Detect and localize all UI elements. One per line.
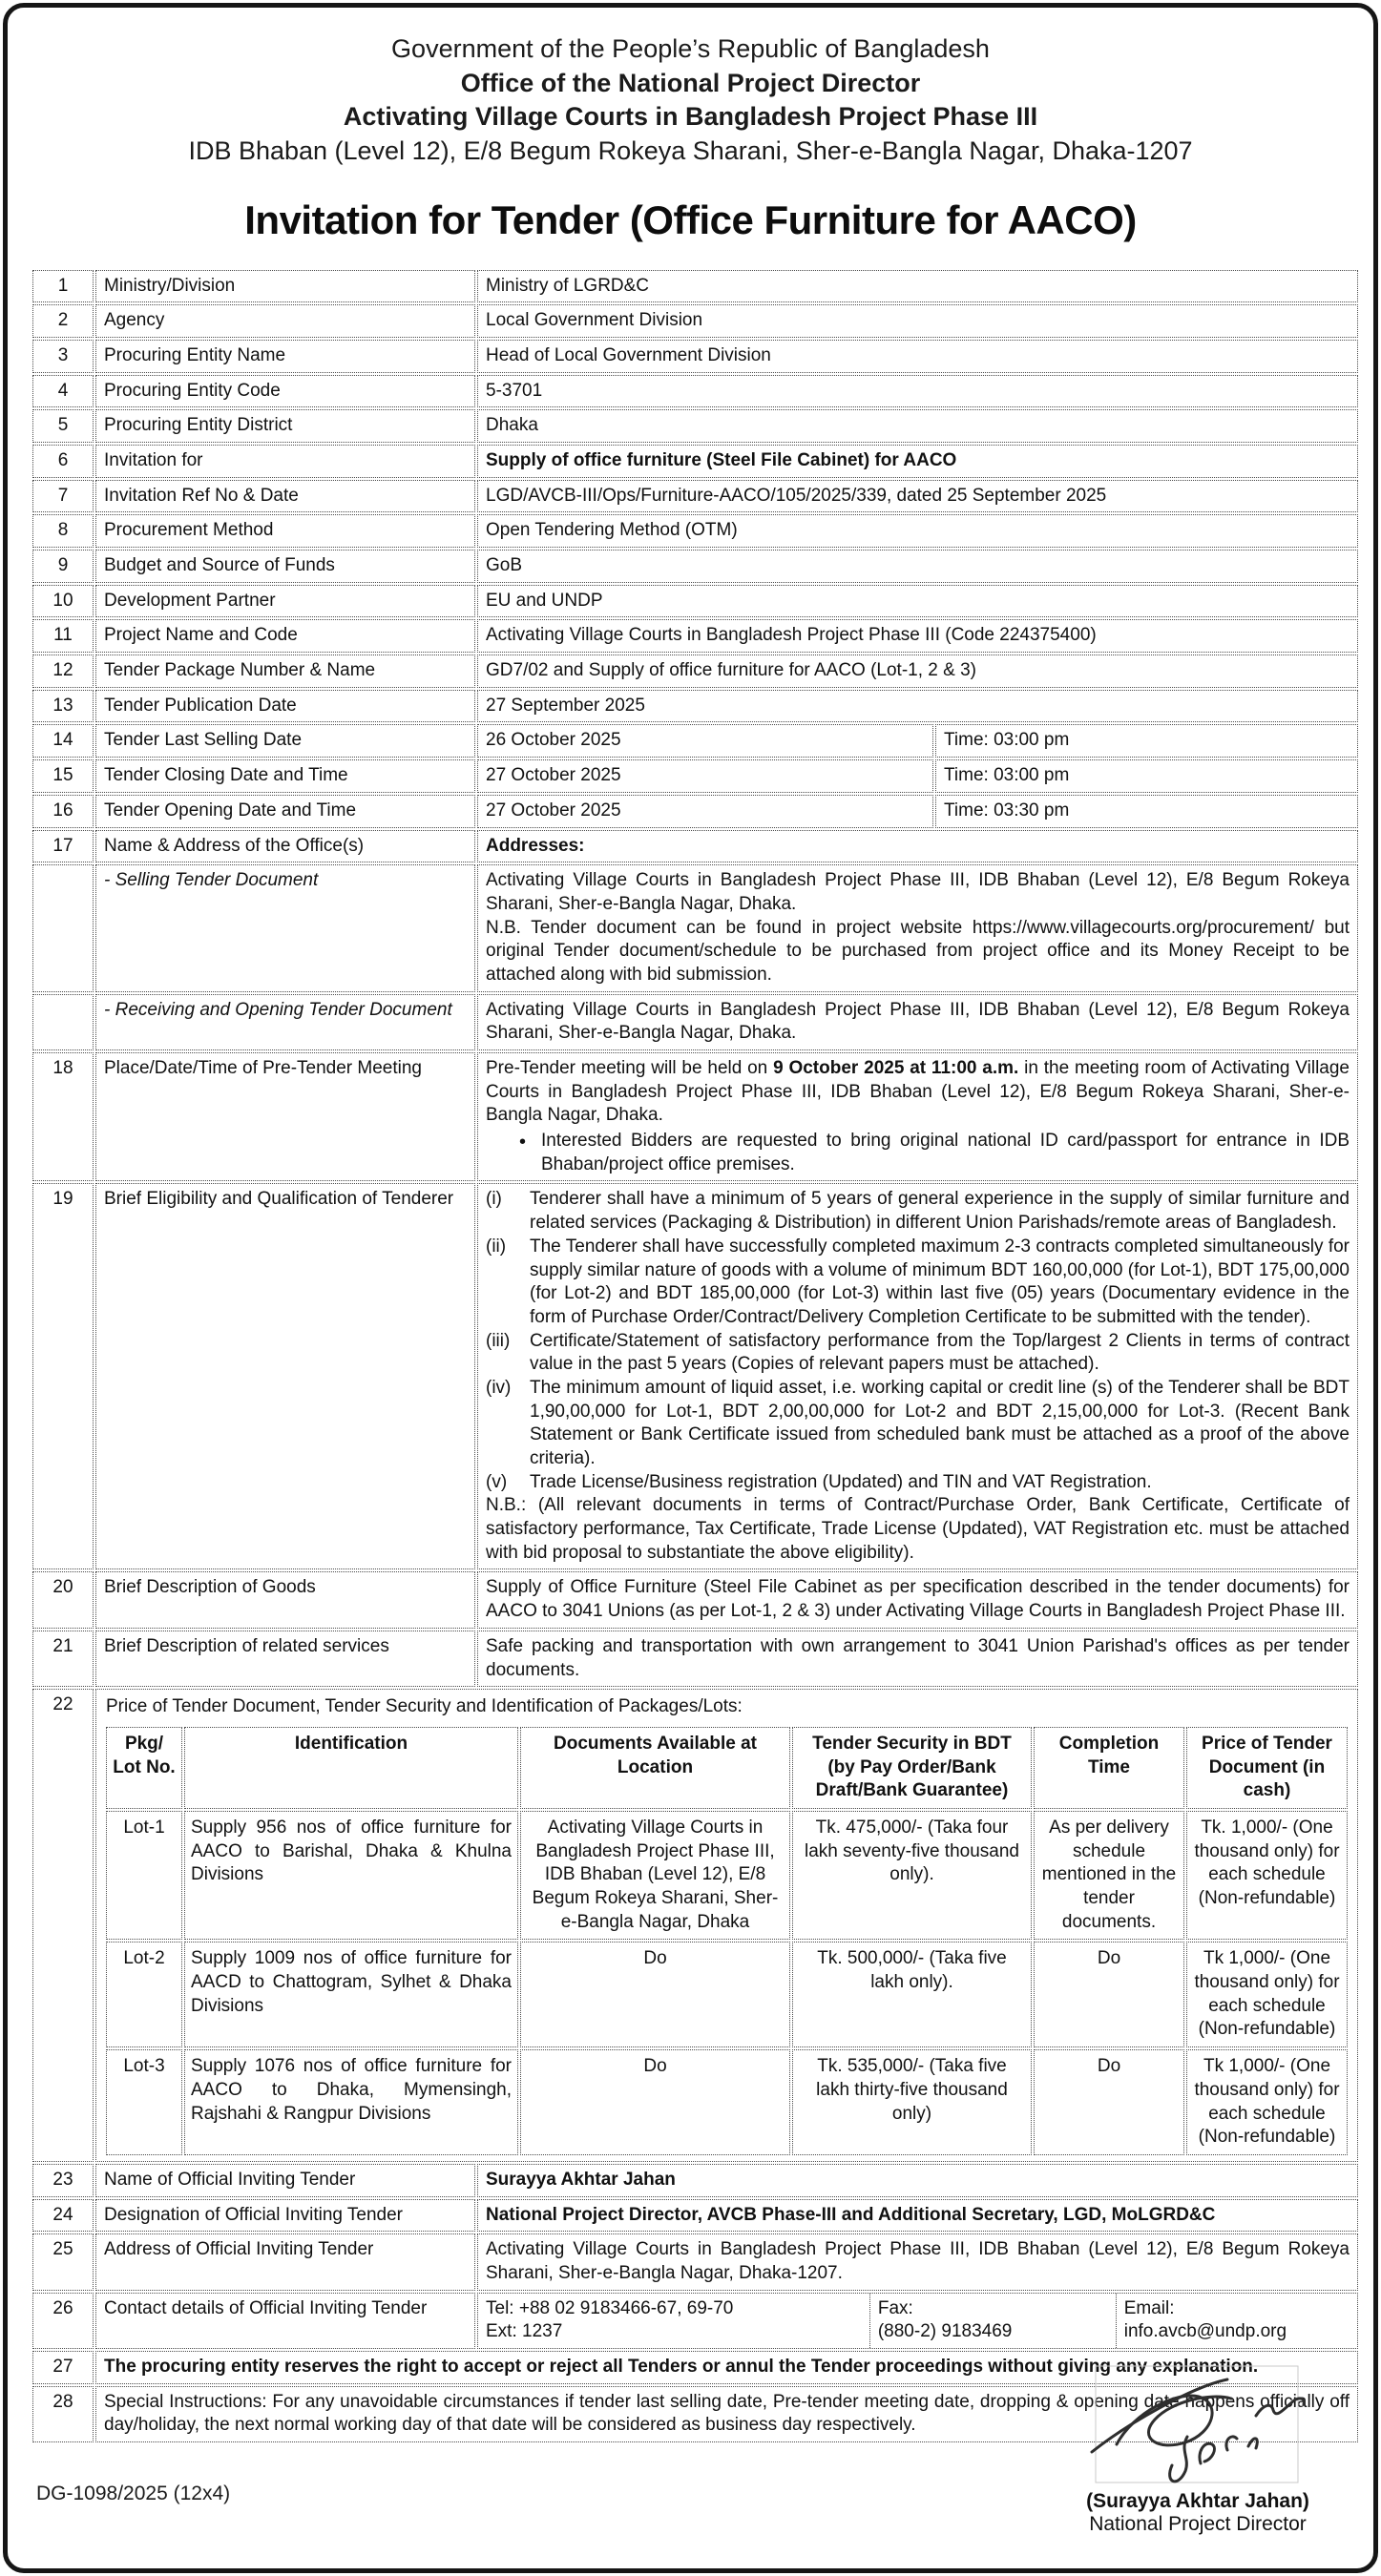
table-row <box>32 585 1358 618</box>
lot-completion: As per delivery schedule mentioned in the tender documents. <box>1034 1811 1184 1940</box>
row-label: Development Partner <box>95 585 475 618</box>
table-row <box>32 759 1358 793</box>
row-value: GD7/02 and Supply of office furniture for AACO (Lot-1, 2 & 3) <box>477 654 1358 688</box>
lots-col-identification: Identification <box>184 1727 518 1809</box>
row-label: Tender Publication Date <box>95 690 475 723</box>
lot-price: Tk 1,000/- (One thousand only) for each schedule (Non-refundable) <box>1186 2049 1348 2155</box>
eligibility-item: (i) Tenderer shall have a minimum of 5 years of general experience in the supply of similar furniture and related services (Packaging & Distribution) in different Union Parishads/remote areas of Bangladesh. <box>486 1189 1350 1234</box>
row-number: 13 <box>32 690 94 723</box>
document-reference: DG-1098/2025 (12x4) <box>36 2483 231 2504</box>
lot-documents: Activating Village Courts in Bangladesh Project Phase III, IDB Bhaban (Level 12), E/8 Begum Rokeya Sharani, Sher-e-Bangla Nagar, Dhaka <box>520 1811 790 1940</box>
table-row <box>32 409 1358 443</box>
table-row <box>32 550 1358 583</box>
header-project-line: Activating Village Courts in Bangladesh Project Phase III <box>343 102 1038 132</box>
special-instructions-text: Special Instructions: For any unavoidable circumstances if tender last selling date, Pre-tender meeting date, dropping & opening date happens officially off day/holiday, the next normal working day of that date will be considered as business day respectively. <box>95 2386 1358 2442</box>
eligibility-item: (iii) Certificate/Statement of satisfactory performance from the Top/largest 2 Clients in terms of contract value in the past 5 years (Copies of relevant papers must be attached). <box>486 1330 1350 1375</box>
table-row-selling-address <box>32 864 1358 991</box>
row-label: Invitation for <box>95 445 475 478</box>
row-number: 24 <box>32 2199 94 2233</box>
lot-documents: Do <box>520 2049 790 2155</box>
row-label: Tender Last Selling Date <box>95 724 475 758</box>
row-label: Procuring Entity Code <box>95 375 475 408</box>
pretender-meeting-datetime: 9 October 2025 at 11:00 a.m. <box>773 1058 1019 1078</box>
row-number: 2 <box>32 304 94 338</box>
table-row <box>32 514 1358 548</box>
lot-identification: Supply 956 nos of office furniture for AACO to Barishal, Dhaka & Khulna Divisions <box>184 1811 518 1940</box>
lots-col-security: Tender Security in BDT (by Pay Order/Bank Draft/Bank Guarantee) <box>792 1727 1032 1809</box>
row-number: 19 <box>32 1183 94 1569</box>
row-label: Tender Closing Date and Time <box>95 759 475 793</box>
table-row <box>32 445 1358 478</box>
row-label: Procurement Method <box>95 514 475 548</box>
row-label: Name of Official Inviting Tender <box>95 2164 475 2197</box>
lots-col-price: Price of Tender Document (in cash) <box>1186 1727 1348 1809</box>
lots-section-label: Price of Tender Document, Tender Security and Identification of Packages/Lots: <box>106 1696 743 1717</box>
document-header <box>8 8 1373 243</box>
eligibility-list <box>477 1183 1358 1569</box>
lot-completion: Do <box>1034 1942 1184 2047</box>
table-row-eligibility <box>32 1183 1358 1569</box>
pretender-bullet: • Interested Bidders are requested to bring original national ID card/passport for entrance in IDB Bhaban/project office premises. <box>486 1130 1350 1176</box>
row-number: 17 <box>32 830 94 863</box>
row-label: Name & Address of the Office(s) <box>95 830 475 863</box>
row-number: 4 <box>32 375 94 408</box>
row-value: LGD/AVCB-III/Ops/Furniture-AACO/105/2025/339, dated 25 September 2025 <box>477 480 1358 513</box>
header-office-line: Office of the National Project Director <box>460 68 921 97</box>
selling-tender-address <box>477 864 1358 991</box>
lot-price: Tk. 1,000/- (One thousand only) for each schedule (Non-refundable) <box>1186 1811 1348 1940</box>
lot-price: Tk 1,000/- (One thousand only) for each schedule (Non-refundable) <box>1186 1942 1348 2047</box>
row-label: Brief Description of Goods <box>95 1571 475 1628</box>
table-row <box>32 795 1358 828</box>
signatory-name: (Surayya Akhtar Jahan) <box>1086 2490 1309 2512</box>
document-page <box>3 3 1378 2573</box>
row-label: Brief Description of related services <box>95 1631 475 1687</box>
row-date: 26 October 2025 <box>477 724 933 758</box>
fax-number: (880-2) 9183469 <box>877 2321 1013 2342</box>
lot-identification: Supply 1076 nos of office furniture for AACO to Dhaka, Mymensingh, Rajshahi & Rangpur Divisions <box>184 2049 518 2155</box>
contact-details <box>478 2294 1357 2348</box>
row-number: 22 <box>32 1689 94 2162</box>
row-value: Dhaka <box>477 409 1358 443</box>
row-date: 27 October 2025 <box>477 759 933 793</box>
table-row <box>32 375 1358 408</box>
row-number: 20 <box>32 1571 94 1628</box>
row-number: 26 <box>32 2293 94 2349</box>
row-number: 15 <box>32 759 94 793</box>
row-label: Address of Official Inviting Tender <box>95 2233 475 2290</box>
row-number: 8 <box>32 514 94 548</box>
row-label: Agency <box>95 304 475 338</box>
table-row-addresses-head <box>32 830 1358 863</box>
row-value: Ministry of LGRD&C <box>477 270 1358 303</box>
row-time: Time: 03:30 pm <box>935 795 1358 828</box>
table-row-receiving-address <box>32 994 1358 1050</box>
selling-tender-label: - Selling Tender Document <box>95 864 475 991</box>
signature-block <box>1055 2353 1341 2536</box>
table-row <box>32 654 1358 688</box>
lot-documents: Do <box>520 1942 790 2047</box>
row-label: Procuring Entity District <box>95 409 475 443</box>
lot-number: Lot-2 <box>106 1942 182 2047</box>
selling-address-text: Activating Village Courts in Bangladesh Project Phase III, IDB Bhaban (Level 12), E/8 Begum Rokeya Sharani, Sher-e-Bangla Nagar, Dhaka. <box>486 870 1350 914</box>
table-row-pretender-meeting <box>32 1052 1358 1181</box>
lots-col-completion: Completion Time <box>1034 1727 1184 1809</box>
telephone-number: Tel: +88 02 9183466-67, 69-70 <box>486 2297 734 2318</box>
table-row-lots <box>32 1689 1358 2162</box>
lot-row <box>106 1811 1348 1940</box>
row-label: Procuring Entity Name <box>95 340 475 373</box>
fax-label: Fax: <box>877 2297 913 2318</box>
lot-number: Lot-3 <box>106 2049 182 2155</box>
row-number: 16 <box>32 795 94 828</box>
lots-col-pkg: Pkg/ Lot No. <box>106 1727 182 1809</box>
lot-security: Tk. 500,000/- (Taka five lakh only). <box>792 1942 1032 2047</box>
row-number: 28 <box>32 2386 94 2442</box>
row-label: Budget and Source of Funds <box>95 550 475 583</box>
pretender-meeting-value <box>477 1052 1358 1181</box>
row-label: Contact details of Official Inviting Tender <box>95 2293 475 2349</box>
eligibility-item: (ii) The Tenderer shall have successfully completed maximum 2-3 contracts completed simultaneously for supply similar nature of goods with a volume of minimum BDT 160,00,000 (for Lot-1), BDT 175,00,000 (for Lot-2) and BDT 185,00,000 (for Lot-3) within last five (05) years (Documentary evidence in the form of Purchase Order/Contract/Delivery Completion Certificate to be submitted with the tender). <box>486 1236 1350 1327</box>
disclaimer-text: The procuring entity reserves the right to accept or reject all Tenders or annul the Tender proceedings without giving any explanation. <box>95 2351 1358 2384</box>
table-row <box>32 1631 1358 1687</box>
telephone-ext: Ext: 1237 <box>486 2321 563 2342</box>
row-number: 21 <box>32 1631 94 1687</box>
table-row <box>32 480 1358 513</box>
row-label: Ministry/Division <box>95 270 475 303</box>
row-date: 27 October 2025 <box>477 795 933 828</box>
row-value: GoB <box>477 550 1358 583</box>
bullet-icon <box>486 1130 541 1176</box>
lot-row <box>106 1942 1348 2047</box>
row-number <box>32 864 94 991</box>
lot-number: Lot-1 <box>106 1811 182 1940</box>
lots-table <box>104 1725 1350 2157</box>
row-number: 10 <box>32 585 94 618</box>
row-value: Surayya Akhtar Jahan <box>477 2164 1358 2197</box>
row-value: Head of Local Government Division <box>477 340 1358 373</box>
lot-identification: Supply 1009 nos of office furniture for AACD to Chattogram, Sylhet & Dhaka Divisions <box>184 1942 518 2047</box>
eligibility-item: (v) Trade License/Business registration (Updated) and TIN and VAT Registration. <box>486 1471 1152 1492</box>
row-number: 5 <box>32 409 94 443</box>
row-value: National Project Director, AVCB Phase-III and Additional Secretary, LGD, MoLGRD&C <box>477 2199 1358 2233</box>
row-label: Tender Package Number & Name <box>95 654 475 688</box>
table-row <box>32 690 1358 723</box>
row-time: Time: 03:00 pm <box>935 724 1358 758</box>
contact-fax <box>869 2294 1116 2348</box>
row-number: 11 <box>32 619 94 653</box>
row-number: 23 <box>32 2164 94 2197</box>
row-value: 27 September 2025 <box>477 690 1358 723</box>
lot-row <box>106 2049 1348 2155</box>
header-govt-line: Government of the People’s Republic of Bangladesh <box>391 34 990 63</box>
row-value: 5-3701 <box>477 375 1358 408</box>
receiving-tender-label: - Receiving and Opening Tender Document <box>95 994 475 1050</box>
header-address-line: IDB Bhaban (Level 12), E/8 Begum Rokeya Sharani, Sher-e-Bangla Nagar, Dhaka-1207 <box>188 135 1193 165</box>
tender-info-table <box>31 268 1360 2445</box>
table-row <box>32 270 1358 303</box>
row-number: 27 <box>32 2351 94 2384</box>
table-row-contact <box>32 2293 1358 2349</box>
pretender-meeting-text: Pre-Tender meeting will be held on 9 October 2025 at 11:00 a.m. in the meeting room of Activating Village Courts in Bangladesh Project Phase III, IDB Bhaban (Level 12), E/8 Begum Rokeya Sharani, Sher-e-Bangla Nagar, Dhaka. <box>486 1058 1350 1126</box>
table-row <box>32 619 1358 653</box>
email-address: info.avcb@undp.org <box>1123 2321 1287 2342</box>
row-number: 14 <box>32 724 94 758</box>
lot-security: Tk. 535,000/- (Taka five lakh thirty-five thousand only) <box>792 2049 1032 2155</box>
contact-telephone <box>478 2294 869 2348</box>
row-number: 1 <box>32 270 94 303</box>
row-number: 7 <box>32 480 94 513</box>
lot-security: Tk. 475,000/- (Taka four lakh seventy-five thousand only). <box>792 1811 1032 1940</box>
selling-address-note: N.B. Tender document can be found in project website https://www.villagecourts.org/procurement/ but original Tender document/schedule to be purchased from project office and its Money Receipt to be attached along with bid submission. <box>486 917 1350 985</box>
row-number: 12 <box>32 654 94 688</box>
contact-details-cell <box>477 2293 1358 2349</box>
table-row <box>32 1571 1358 1628</box>
row-value: Open Tendering Method (OTM) <box>477 514 1358 548</box>
row-number: 9 <box>32 550 94 583</box>
row-label: Project Name and Code <box>95 619 475 653</box>
contact-email <box>1116 2294 1357 2348</box>
page-title: Invitation for Tender (Office Furniture for AACO) <box>244 197 1137 242</box>
row-value: Local Government Division <box>477 304 1358 338</box>
signatory-title: National Project Director <box>1089 2513 1307 2535</box>
row-number: 3 <box>32 340 94 373</box>
row-number <box>32 994 94 1050</box>
signature-image <box>1078 2353 1317 2496</box>
row-label: Invitation Ref No & Date <box>95 480 475 513</box>
row-number: 6 <box>32 445 94 478</box>
row-label: Tender Opening Date and Time <box>95 795 475 828</box>
row-number: 18 <box>32 1052 94 1181</box>
row-value: Safe packing and transportation with own arrangement to 3041 Union Parishad's offices as per tender documents. <box>477 1631 1358 1687</box>
table-row <box>32 2233 1358 2290</box>
email-label: Email: <box>1123 2297 1175 2318</box>
lots-col-documents: Documents Available at Location <box>520 1727 790 1809</box>
table-row <box>32 724 1358 758</box>
row-time: Time: 03:00 pm <box>935 759 1358 793</box>
eligibility-note: N.B.: (All relevant documents in terms of Contract/Purchase Order, Bank Certificate, Certificate of satisfactory performance, Tax Certificate, Trade License (Updated), VAT Registration etc. must be attached with bid proposal to substantiate the above eligibility). <box>486 1495 1350 1563</box>
addresses-heading: Addresses: <box>477 830 1358 863</box>
receiving-tender-address: Activating Village Courts in Bangladesh Project Phase III, IDB Bhaban (Level 12), E/8 Begum Rokeya Sharani, Sher-e-Bangla Nagar, Dhaka. <box>477 994 1358 1050</box>
row-value: Supply of Office Furniture (Steel File Cabinet as per specification described in the tender documents) for AACO to 3041 Unions (as per Lot-1, 2 & 3) under Activating Village Courts in Bangladesh Project Phase III. <box>477 1571 1358 1628</box>
row-value: Supply of office furniture (Steel File Cabinet) for AACO <box>477 445 1358 478</box>
row-label: Place/Date/Time of Pre-Tender Meeting <box>95 1052 475 1181</box>
table-row <box>32 340 1358 373</box>
table-row <box>32 2164 1358 2197</box>
row-value: Activating Village Courts in Bangladesh Project Phase III (Code 224375400) <box>477 619 1358 653</box>
lots-cell <box>95 1689 1358 2162</box>
row-value: EU and UNDP <box>477 585 1358 618</box>
row-label: Brief Eligibility and Qualification of Tenderer <box>95 1183 475 1569</box>
lot-completion: Do <box>1034 2049 1184 2155</box>
table-row <box>32 2199 1358 2233</box>
eligibility-item: (iv) The minimum amount of liquid asset, i.e. working capital or credit line (s) of the Tenderer shall be BDT 1,90,00,000 for Lot-1, BDT 2,00,00,000 for Lot-2 and BDT 2,15,00,000 for Lot-3. (Recent Bank Statement or Bank Certificate issued from scheduled bank must be attached as a proof of the above criteria). <box>486 1377 1350 1468</box>
table-row <box>32 304 1358 338</box>
row-value: Activating Village Courts in Bangladesh Project Phase III, IDB Bhaban (Level 12), E/8 Begum Rokeya Sharani, Sher-e-Bangla Nagar, Dhaka-1207. <box>477 2233 1358 2290</box>
row-number: 25 <box>32 2233 94 2290</box>
lots-header-row <box>106 1727 1348 1809</box>
row-label: Designation of Official Inviting Tender <box>95 2199 475 2233</box>
